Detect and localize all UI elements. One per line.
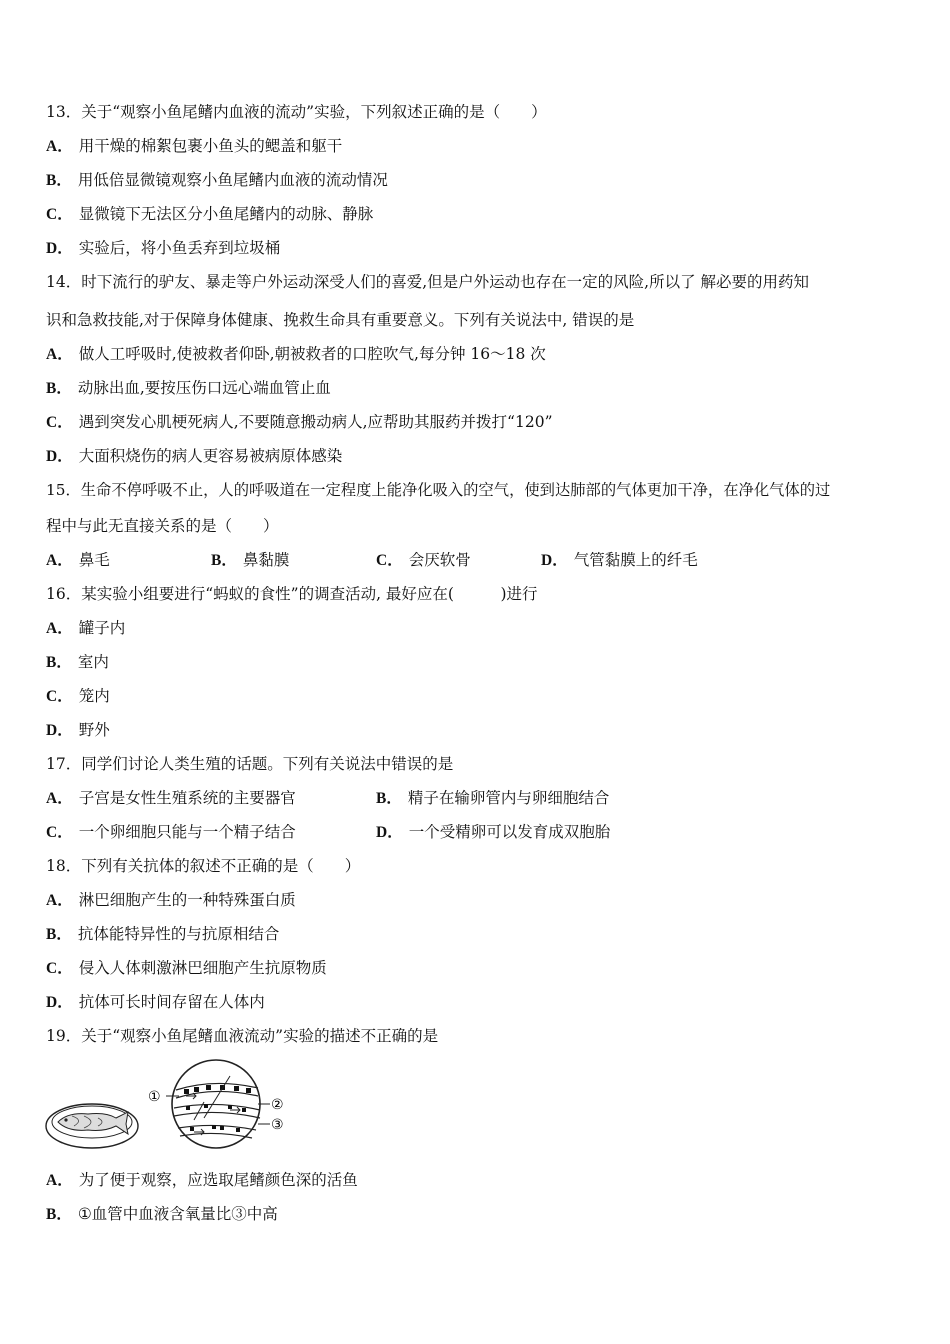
q13-stem: 13．关于“观察小鱼尾鳍内血液的流动”实验，下列叙述正确的是（ ） <box>46 103 547 121</box>
option-label: C． <box>46 414 73 431</box>
q19-stem: 19．关于“观察小鱼尾鳍血液流动”实验的描述不正确的是 <box>46 1027 439 1045</box>
q17-stem: 17．同学们讨论人类生殖的话题。下列有关说法中错误的是 <box>46 755 454 773</box>
option-label: B． <box>46 926 72 943</box>
q18-option-a[interactable] <box>46 890 296 911</box>
option-text: 侵入人体刺激淋巴细胞产生抗原物质 <box>78 959 327 977</box>
q19-option-a[interactable] <box>46 1170 358 1191</box>
option-label: A． <box>46 1172 73 1189</box>
option-label: B． <box>46 172 72 189</box>
figure-label-2: ② <box>271 1097 284 1113</box>
q13-option-c[interactable] <box>46 204 373 225</box>
option-label: C． <box>376 552 403 569</box>
option-label: B． <box>376 790 402 807</box>
q18-option-c[interactable] <box>46 958 327 979</box>
option-text: 实验后，将小鱼丢弃到垃圾桶 <box>78 239 281 257</box>
option-label: B． <box>46 1206 72 1223</box>
q18-option-d[interactable] <box>46 992 265 1013</box>
option-text: 室内 <box>77 653 109 671</box>
option-text: 抗体能特异性的与抗原相结合 <box>77 925 280 943</box>
q14-option-b[interactable] <box>46 378 331 399</box>
q14-option-c[interactable] <box>46 412 553 433</box>
q19-option-b[interactable] <box>46 1204 278 1225</box>
option-label: A． <box>46 138 73 155</box>
q15-option-c[interactable] <box>376 550 471 571</box>
option-label: C． <box>46 824 73 841</box>
q16-option-c[interactable] <box>46 686 110 707</box>
fish-tail-microscope-figure <box>44 1058 294 1152</box>
q15-option-d[interactable] <box>541 550 698 571</box>
q18-stem: 18．下列有关抗体的叙述不正确的是（ ） <box>46 857 361 875</box>
option-text: 淋巴细胞产生的一种特殊蛋白质 <box>78 891 296 909</box>
q13-option-a[interactable] <box>46 136 342 157</box>
q14-option-a[interactable] <box>46 344 546 365</box>
option-label: B． <box>211 552 237 569</box>
q17-option-b[interactable] <box>376 788 609 809</box>
option-text: 气管黏膜上的纤毛 <box>573 551 698 569</box>
option-label: D． <box>46 448 73 465</box>
option-text: 动脉出血,要按压伤口远心端血管止血 <box>77 379 331 397</box>
option-label: D． <box>46 240 73 257</box>
option-text: 精子在输卵管内与卵细胞结合 <box>407 789 610 807</box>
q16-option-a[interactable] <box>46 618 125 639</box>
q14-option-d[interactable] <box>46 446 342 467</box>
option-text: 鼻黏膜 <box>242 551 290 569</box>
option-label: B． <box>46 654 72 671</box>
q17-option-a[interactable] <box>46 788 296 809</box>
q17-option-d[interactable] <box>376 822 610 843</box>
option-text: 会厌软骨 <box>408 551 471 569</box>
option-label: C． <box>46 688 73 705</box>
q15-stem-line2: 程中与此无直接关系的是（ ） <box>46 517 279 535</box>
option-text: 野外 <box>78 721 110 739</box>
option-text: 为了便于观察，应选取尾鳍颜色深的活鱼 <box>78 1171 358 1189</box>
option-text: 用干燥的棉絮包裹小鱼头的鳃盖和躯干 <box>78 137 343 155</box>
q16-option-d[interactable] <box>46 720 110 741</box>
option-label: C． <box>46 960 73 977</box>
q16-option-b[interactable] <box>46 652 109 673</box>
q14-stem-line2: 识和急救技能,对于保障身体健康、挽救生命具有重要意义。下列有关说法中, 错误的是 <box>46 311 635 329</box>
option-label: D． <box>46 994 73 1011</box>
option-text: 用低倍显微镜观察小鱼尾鳍内血液的流动情况 <box>77 171 388 189</box>
option-text: 大面积烧伤的病人更容易被病原体感染 <box>78 447 343 465</box>
q15-option-a[interactable] <box>46 550 110 571</box>
q15-stem-line1: 15．生命不停呼吸不止，人的呼吸道在一定程度上能净化吸入的空气，使到达肺部的气体更加干净，在净化气体的过 <box>46 481 831 499</box>
option-text: 一个卵细胞只能与一个精子结合 <box>78 823 296 841</box>
option-label: D． <box>46 722 73 739</box>
q17-option-c[interactable] <box>46 822 296 843</box>
microscope-view-illustration <box>172 1060 260 1148</box>
option-label: B． <box>46 380 72 397</box>
option-label: A． <box>46 790 73 807</box>
q13-option-d[interactable] <box>46 238 280 259</box>
option-text: 显微镜下无法区分小鱼尾鳍内的动脉、静脉 <box>78 205 374 223</box>
option-text: 子宫是女性生殖系统的主要器官 <box>78 789 296 807</box>
option-text: 做人工呼吸时,使被救者仰卧,朝被救者的口腔吹气,每分钟 16～18 次 <box>78 345 546 363</box>
option-label: A． <box>46 346 73 363</box>
q15-option-b[interactable] <box>211 550 289 571</box>
option-text: 抗体可长时间存留在人体内 <box>78 993 265 1011</box>
option-label: D． <box>376 824 403 841</box>
option-text: 遇到突发心肌梗死病人,不要随意搬动病人,应帮助其服药并拨打“120” <box>78 413 553 431</box>
option-label: D． <box>541 552 568 569</box>
option-label: A． <box>46 892 73 909</box>
option-label: A． <box>46 552 73 569</box>
option-text: 笼内 <box>78 687 110 705</box>
option-text: 鼻毛 <box>78 551 110 569</box>
q14-stem-line1: 14．时下流行的驴友、暴走等户外运动深受人们的喜爱,但是户外运动也存在一定的风险,所以了 解必要的用药知 <box>46 273 810 291</box>
option-label: C． <box>46 206 73 223</box>
q16-stem: 16．某实验小组要进行“蚂蚁的食性”的调查活动, 最好应在( )进行 <box>46 585 538 603</box>
option-label: A． <box>46 620 73 637</box>
option-text: ①血管中血液含氧量比③中高 <box>77 1205 278 1223</box>
petri-dish-illustration <box>46 1104 138 1148</box>
q13-option-b[interactable] <box>46 170 388 191</box>
q18-option-b[interactable] <box>46 924 279 945</box>
option-text: 一个受精卵可以发育成双胞胎 <box>408 823 611 841</box>
option-text: 罐子内 <box>78 619 126 637</box>
figure-label-3: ③ <box>271 1117 284 1133</box>
figure-label-1: ① <box>148 1089 161 1105</box>
